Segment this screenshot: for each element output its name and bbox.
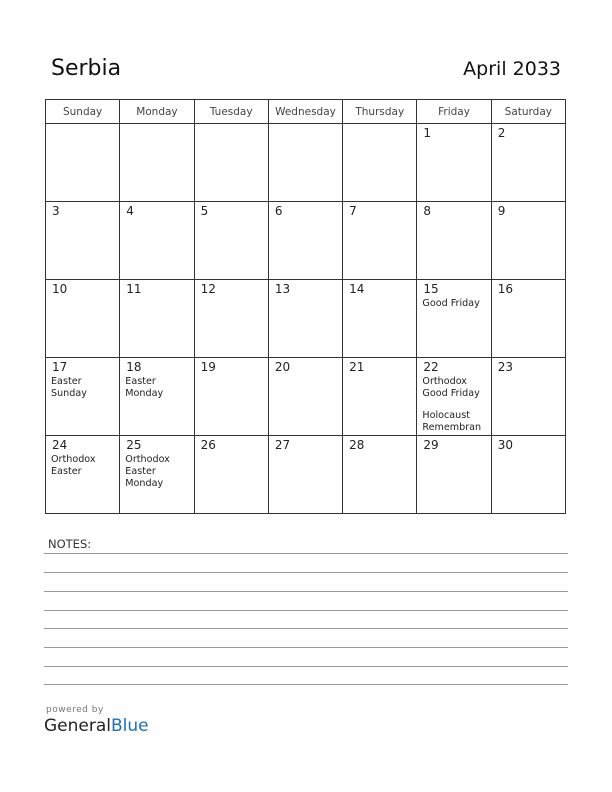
day-number: 2	[497, 126, 506, 140]
calendar-month-title: April 2033	[463, 58, 561, 80]
day-cell[interactable]	[268, 124, 342, 202]
notes-line	[44, 572, 568, 573]
day-number: 21	[349, 360, 365, 374]
day-number: 30	[497, 438, 513, 452]
powered-by-text: powered by	[46, 705, 104, 715]
notes-line	[44, 647, 568, 648]
day-number: 12	[200, 282, 216, 296]
holiday-event: Easter Monday	[125, 376, 164, 399]
day-cell[interactable]	[46, 358, 120, 436]
day-cell[interactable]	[46, 280, 120, 358]
day-cell[interactable]	[343, 280, 417, 358]
day-cell[interactable]	[491, 280, 565, 358]
notes-line	[44, 628, 568, 629]
weekday-header: Wednesday	[268, 100, 342, 124]
day-number: 26	[200, 438, 216, 452]
day-cell[interactable]	[343, 358, 417, 436]
day-number: 9	[497, 204, 506, 218]
day-cell[interactable]	[268, 202, 342, 280]
day-cell[interactable]	[120, 202, 194, 280]
day-number: 17	[52, 360, 68, 374]
day-number: 6	[274, 204, 283, 218]
calendar-week-row	[46, 280, 566, 358]
holiday-event: Orthodox Easter	[51, 454, 96, 477]
notes-line	[44, 553, 568, 554]
day-cell[interactable]	[120, 358, 194, 436]
day-number: 25	[126, 438, 142, 452]
day-cell[interactable]	[268, 436, 342, 514]
weekday-header: Sunday	[46, 100, 120, 124]
notes-line	[44, 684, 568, 685]
day-number: 29	[423, 438, 439, 452]
weekday-header: Monday	[120, 100, 194, 124]
calendar-week-row	[46, 436, 566, 514]
weekday-header-row	[46, 100, 566, 124]
weekday-header: Saturday	[491, 100, 565, 124]
calendar-week-row	[46, 202, 566, 280]
brand-general: General	[44, 716, 111, 736]
day-cell[interactable]	[194, 436, 268, 514]
day-number: 11	[126, 282, 142, 296]
calendar-country-title: Serbia	[51, 56, 122, 81]
day-cell[interactable]	[120, 280, 194, 358]
day-cell[interactable]	[46, 202, 120, 280]
day-cell[interactable]	[343, 436, 417, 514]
day-cell[interactable]	[268, 358, 342, 436]
day-number: 20	[274, 360, 291, 374]
notes-line	[44, 610, 568, 611]
day-cell[interactable]	[417, 124, 491, 202]
day-cell[interactable]	[491, 202, 565, 280]
day-number: 18	[126, 360, 142, 374]
day-cell[interactable]	[491, 124, 565, 202]
day-cell[interactable]	[491, 436, 565, 514]
day-cell[interactable]	[194, 202, 268, 280]
day-number: 27	[274, 438, 291, 452]
day-cell[interactable]	[417, 202, 491, 280]
notes-line	[44, 666, 568, 667]
day-number: 16	[497, 282, 513, 296]
holiday-event: Orthodox Easter Monday	[125, 454, 170, 489]
day-number: 19	[200, 360, 216, 374]
calendar-week-row	[46, 124, 566, 202]
day-number: 13	[274, 282, 291, 296]
day-number: 4	[126, 204, 134, 218]
day-number: 7	[349, 204, 357, 218]
day-cell[interactable]	[194, 280, 268, 358]
brand-blue: Blue	[111, 716, 149, 736]
notes-label: NOTES:	[48, 537, 92, 551]
day-number: 8	[423, 204, 432, 218]
day-cell[interactable]	[194, 124, 268, 202]
day-cell[interactable]	[343, 202, 417, 280]
day-number: 23	[497, 360, 513, 374]
day-number: 28	[349, 438, 365, 452]
day-cell[interactable]	[491, 358, 565, 436]
day-cell[interactable]	[120, 436, 194, 514]
weekday-header: Tuesday	[194, 100, 268, 124]
holiday-event: Good Friday	[422, 298, 480, 309]
day-cell[interactable]	[194, 358, 268, 436]
calendar-body	[46, 124, 566, 514]
holiday-event: Easter Sunday	[51, 376, 87, 399]
day-cell[interactable]	[46, 124, 120, 202]
day-number: 5	[200, 204, 209, 218]
day-number: 10	[52, 282, 68, 296]
day-cell[interactable]	[343, 124, 417, 202]
notes-line	[44, 591, 568, 592]
day-cell[interactable]	[417, 358, 491, 436]
day-number: 24	[52, 438, 68, 452]
weekday-header: Thursday	[343, 100, 417, 124]
weekday-header: Friday	[417, 100, 491, 124]
day-number: 1	[423, 126, 432, 140]
calendar-week-row	[46, 358, 566, 436]
calendar-grid	[45, 99, 566, 514]
holiday-event: Orthodox Good Friday	[422, 376, 480, 399]
day-cell[interactable]	[46, 436, 120, 514]
holiday-event: Holocaust Remembran	[422, 410, 482, 433]
day-number: 3	[52, 204, 60, 218]
day-cell[interactable]	[120, 124, 194, 202]
day-cell[interactable]	[268, 280, 342, 358]
generalblue-logo[interactable]	[44, 716, 149, 736]
day-number: 15	[423, 282, 439, 296]
day-cell[interactable]	[417, 280, 491, 358]
day-cell[interactable]	[417, 436, 491, 514]
day-number: 14	[349, 282, 365, 296]
day-number: 22	[423, 360, 439, 374]
